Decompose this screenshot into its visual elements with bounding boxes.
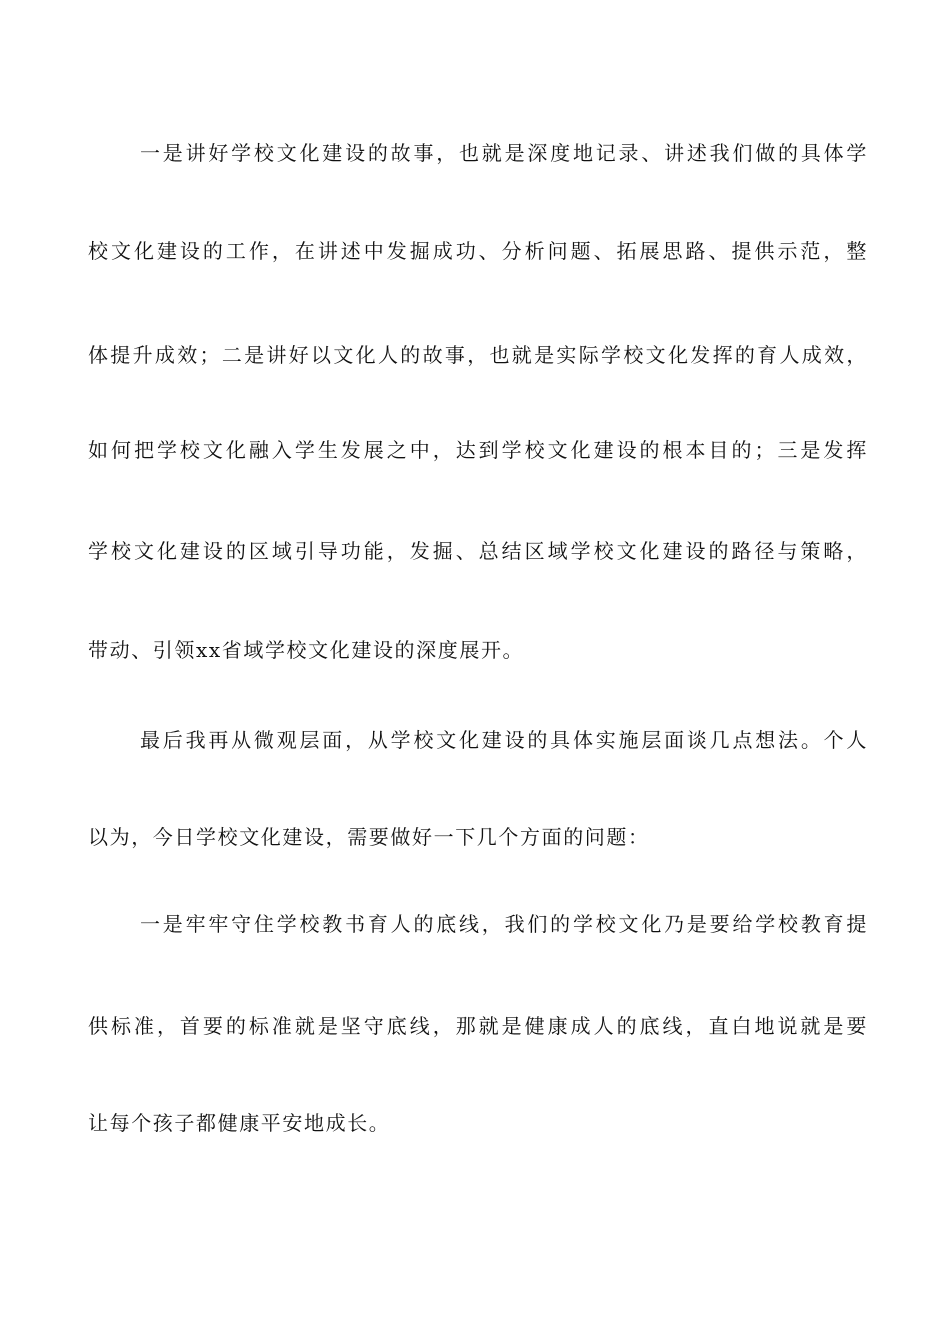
paragraph-1-line-2: 校文化建设的工作，在讲述中发掘成功、分析问题、拓展思路、提供示范，整 <box>88 239 868 263</box>
paragraph-2-line-1: 最后我再从微观层面，从学校文化建设的具体实施层面谈几点想法。个人 <box>140 728 868 752</box>
paragraph-1-line-5: 学校文化建设的区域引导功能，发掘、总结区域学校文化建设的路径与策略， <box>88 539 868 563</box>
paragraph-1-line-1: 一是讲好学校文化建设的故事，也就是深度地记录、讲述我们做的具体学 <box>140 141 868 165</box>
paragraph-2-line-2: 以为，今日学校文化建设，需要做好一下几个方面的问题： <box>88 825 650 849</box>
paragraph-3-line-2: 供标准，首要的标准就是坚守底线，那就是健康成人的底线，直白地说就是要 <box>88 1014 868 1038</box>
paragraph-1-line-3: 体提升成效；二是讲好以文化人的故事，也就是实际学校文化发挥的育人成效， <box>88 343 868 367</box>
paragraph-1-line-6: 带动、引领xx省域学校文化建设的深度展开。 <box>88 638 525 662</box>
paragraph-3-line-1: 一是牢牢守住学校教书育人的底线，我们的学校文化乃是要给学校教育提 <box>140 912 868 936</box>
paragraph-3-line-3: 让每个孩子都健康平安地成长。 <box>88 1111 391 1135</box>
paragraph-1-line-4: 如何把学校文化融入学生发展之中，达到学校文化建设的根本目的；三是发挥 <box>88 438 868 462</box>
